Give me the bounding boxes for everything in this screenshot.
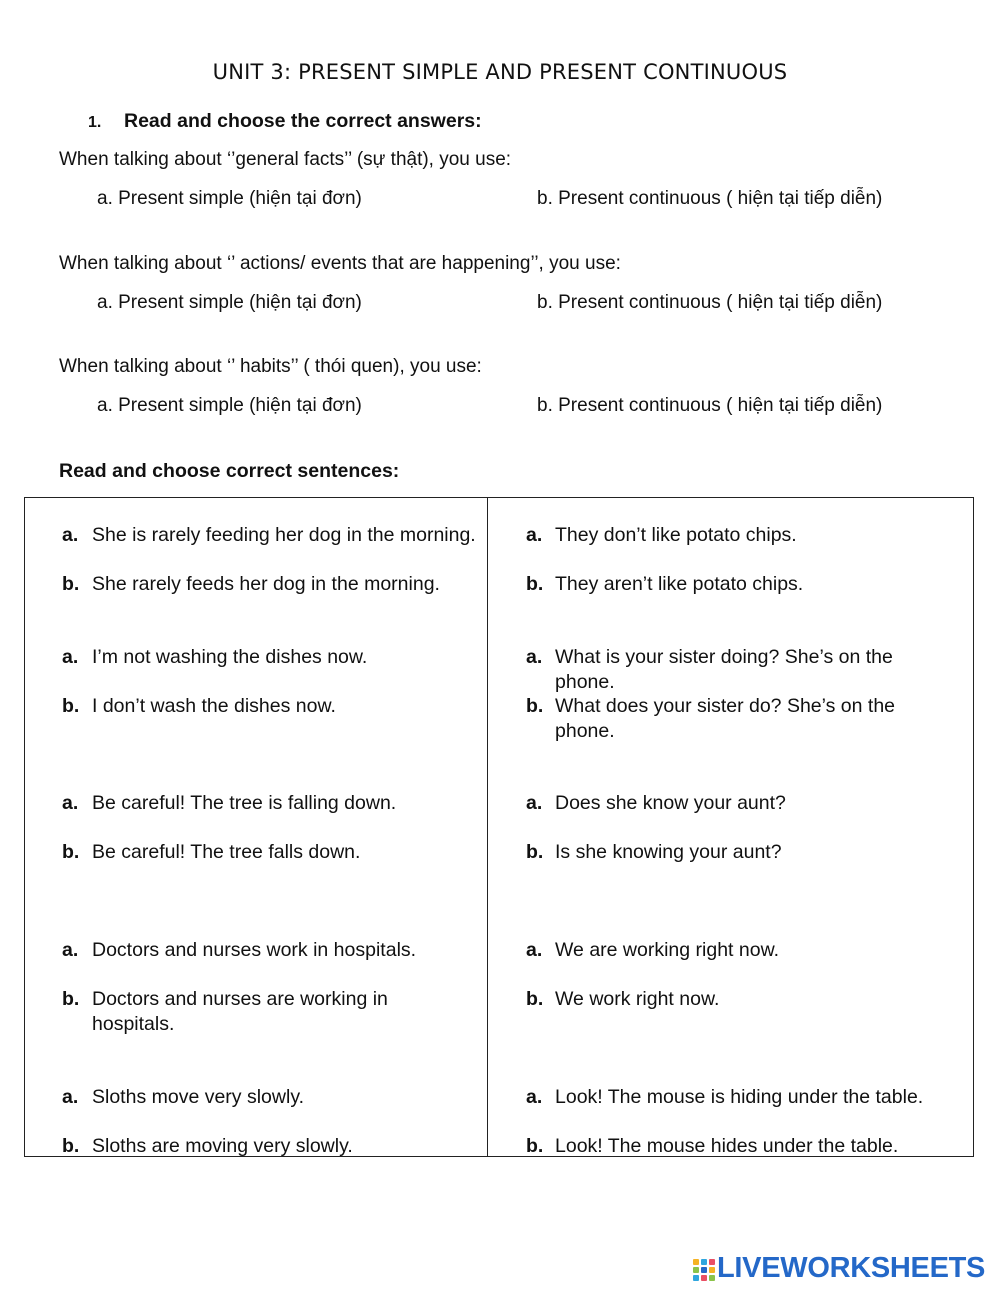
sentence-text: Be careful! The tree is falling down. <box>92 792 397 814</box>
sentence-option-a[interactable] <box>62 791 482 816</box>
sentence-option-a[interactable] <box>526 938 966 963</box>
exercise-number: 1. <box>88 114 102 131</box>
option-letter: a. <box>526 792 543 814</box>
option-letter: b. <box>526 988 544 1010</box>
option-letter: a. <box>526 1086 543 1108</box>
sentence-text: Look! The mouse is hiding under the table. <box>555 1086 924 1108</box>
option-letter: a. <box>62 646 79 668</box>
option-letter: a. <box>62 939 79 961</box>
logo-text: LIVEWORKSHEETS <box>717 1252 986 1284</box>
sentence-option-a[interactable] <box>526 791 966 816</box>
option-letter: a. <box>62 1086 79 1108</box>
option-letter: b. <box>526 573 544 595</box>
answer-option-b[interactable]: b. Present continuous ( hiện tại tiếp diễn) <box>537 188 883 209</box>
sentence-option-a[interactable] <box>62 645 482 670</box>
table-column-divider <box>487 497 488 1157</box>
option-letter: b. <box>62 695 80 717</box>
sentence-option-b[interactable] <box>526 987 966 1012</box>
sentence-option-b[interactable] <box>62 1134 482 1159</box>
sentence-option-a[interactable] <box>62 523 482 548</box>
sentence-option-b[interactable] <box>526 1134 966 1159</box>
option-letter: a. <box>62 524 79 546</box>
sentence-text: They don’t like potato chips. <box>555 524 797 546</box>
answer-option-a[interactable]: a. Present simple (hiện tại đơn) <box>97 292 362 313</box>
option-letter: a. <box>62 792 79 814</box>
option-letter: b. <box>526 1135 544 1157</box>
answer-option-b[interactable]: b. Present continuous ( hiện tại tiếp diễn) <box>537 395 883 416</box>
sentence-option-b[interactable] <box>62 840 482 865</box>
exercise-1-heading-text: Read and choose the correct answers: <box>124 110 482 132</box>
sentence-option-b[interactable] <box>526 572 966 597</box>
liveworksheets-logo <box>693 1253 993 1283</box>
sentence-text: We are working right now. <box>555 939 779 961</box>
answer-option-a[interactable]: a. Present simple (hiện tại đơn) <box>97 395 362 416</box>
sentence-option-b[interactable] <box>526 694 936 743</box>
sentence-text: We work right now. <box>555 988 720 1010</box>
option-letter: b. <box>526 841 544 863</box>
question-prompt: When talking about ‘’ actions/ events that are happening’’, you use: <box>59 253 621 274</box>
sentence-option-b[interactable] <box>62 694 482 719</box>
sentence-option-b[interactable] <box>62 572 482 597</box>
sentence-option-a[interactable] <box>526 523 966 548</box>
sentence-text: They aren’t like potato chips. <box>555 573 804 595</box>
option-letter: a. <box>526 524 543 546</box>
sentence-text: Look! The mouse hides under the table. <box>555 1135 899 1157</box>
sentence-text: I’m not washing the dishes now. <box>92 646 368 668</box>
option-letter: a. <box>526 939 543 961</box>
answer-option-b[interactable]: b. Present continuous ( hiện tại tiếp diễn) <box>537 292 883 313</box>
sentence-option-a[interactable] <box>526 645 936 694</box>
sentence-text: Is she knowing your aunt? <box>555 841 782 863</box>
option-letter: b. <box>62 1135 80 1157</box>
sentence-text: Sloths are moving very slowly. <box>92 1135 353 1157</box>
question-prompt: When talking about ‘’general facts’’ (sự thật), you use: <box>59 149 512 170</box>
sentence-option-b[interactable] <box>62 987 442 1036</box>
option-letter: b. <box>62 988 80 1010</box>
page-title: UNIT 3: PRESENT SIMPLE AND PRESENT CONTINUOUS <box>212 60 788 84</box>
question-prompt: When talking about ‘’ habits’’ ( thói quen), you use: <box>59 356 482 377</box>
sentence-option-b[interactable] <box>526 840 966 865</box>
sentence-option-a[interactable] <box>62 938 482 963</box>
sentence-text: Be careful! The tree falls down. <box>92 841 361 863</box>
sentence-text: I don’t wash the dishes now. <box>92 695 336 717</box>
sentence-text: She is rarely feeding her dog in the morning. <box>92 524 476 546</box>
sentence-text: Doctors and nurses are working in hospitals. <box>92 988 388 1035</box>
sentence-option-a[interactable] <box>526 1085 966 1110</box>
sentence-text: Sloths move very slowly. <box>92 1086 305 1108</box>
sentence-text: She rarely feeds her dog in the morning. <box>92 573 440 595</box>
option-letter: b. <box>62 573 80 595</box>
exercise-1-heading <box>88 110 482 133</box>
sentence-text: What does your sister do? She’s on the phone. <box>555 695 896 742</box>
option-letter: b. <box>526 695 544 717</box>
sentence-text: Does she know your aunt? <box>555 792 786 814</box>
sentence-text: Doctors and nurses work in hospitals. <box>92 939 417 961</box>
sentence-option-a[interactable] <box>62 1085 482 1110</box>
option-letter: b. <box>62 841 80 863</box>
sentence-text: What is your sister doing? She’s on the phone. <box>555 646 893 693</box>
exercise-2-heading: Read and choose correct sentences: <box>59 460 400 482</box>
answer-option-a[interactable]: a. Present simple (hiện tại đơn) <box>97 188 362 209</box>
option-letter: a. <box>526 646 543 668</box>
